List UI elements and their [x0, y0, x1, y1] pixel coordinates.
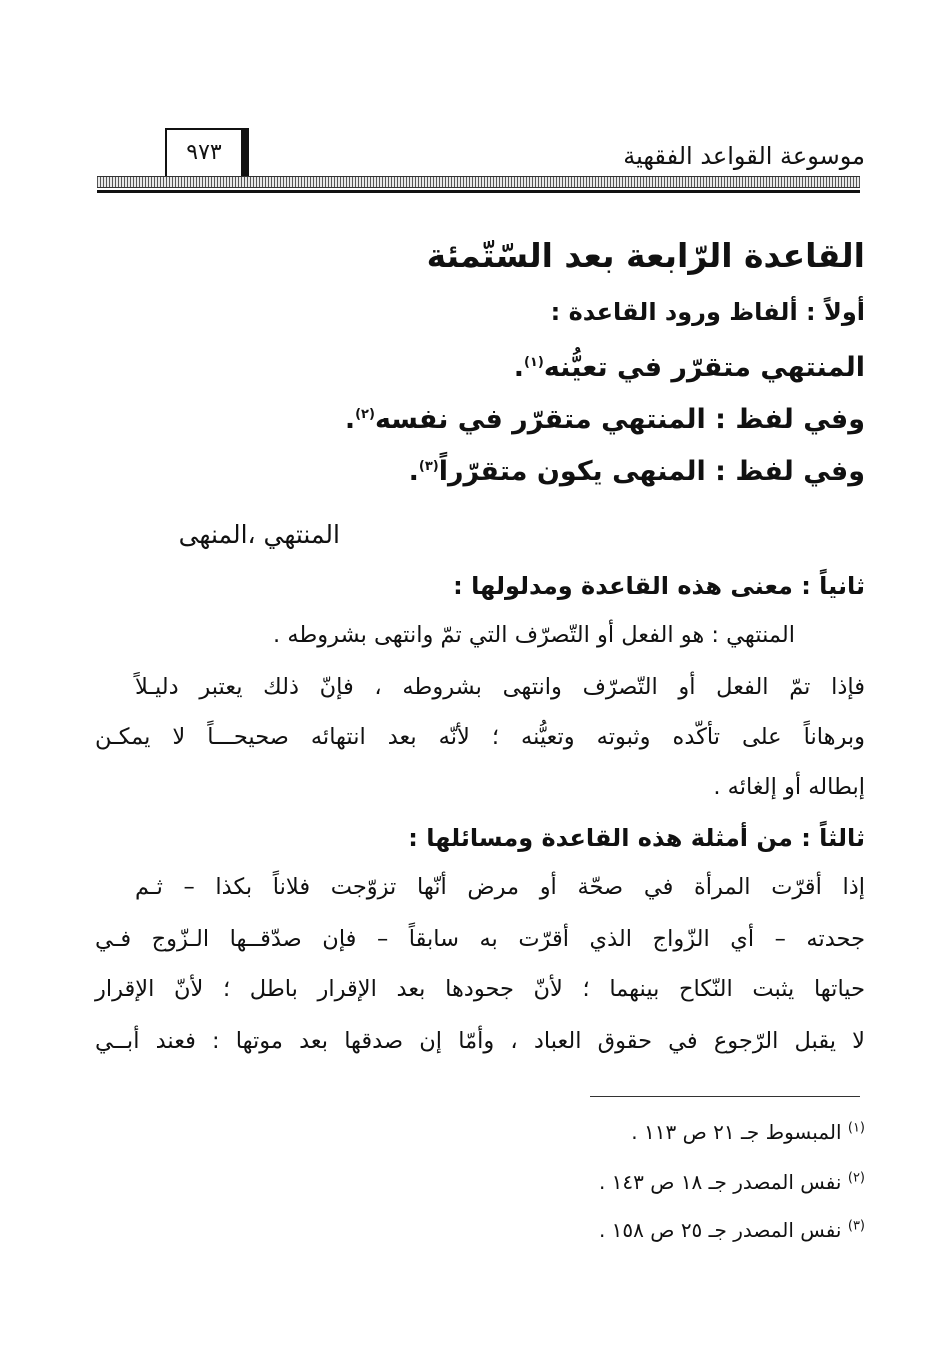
- footnote-2: [599, 1170, 865, 1194]
- rule-heading: القاعدة الرّابعة بعد السّتّمئة: [426, 236, 865, 275]
- meaning-line-3: وبرهاناً على تأكّده وثبوته وتعيُّنه ؛ لأنّه بعد انتهائه صحيحـــاً لا يمكـن: [95, 724, 865, 750]
- examples-line-3: حياتها يثبت النّكاح بينهما ؛ لأنّ جحودها بعد الإقرار باطل ؛ لأنّ الإقرار: [95, 976, 865, 1002]
- footnote-number-2: (٢): [847, 1170, 865, 1186]
- line-period-2: .: [344, 404, 356, 435]
- footnote-text-1: المبسوط جـ ٢١ ص ١١٣ .: [631, 1120, 842, 1144]
- footnote-ref-3: (٣): [418, 459, 439, 474]
- page-number-box: [165, 128, 243, 178]
- footnote-ref-1: (١): [523, 355, 544, 370]
- meaning-line-4: إبطاله أو إلغائه .: [713, 774, 865, 800]
- header-hatched-rule: [97, 176, 860, 188]
- line-period-3: .: [408, 456, 419, 487]
- page-number: ٩٧٣: [186, 140, 222, 165]
- rule-wording-text-2: وفي لفظ : المنتهي متقرّر في نفسه: [374, 404, 865, 435]
- meaning-line-2: فإذا تمّ الفعل أو التّصرّف وانتهى بشروطه ، فإنّ ذلك يعتبر دليـلاً: [135, 674, 865, 700]
- footnote-text-3: نفس المصدر جـ ٢٥ ص ١٥٨ .: [598, 1218, 842, 1242]
- footnote-separator: [590, 1096, 860, 1097]
- line-period-1: .: [513, 352, 524, 383]
- meaning-line-1: المنتهي : هو الفعل أو التّصرّف التي تمّ وانتهى بشروطه .: [273, 622, 795, 648]
- rule-wording-line-3: [409, 456, 865, 487]
- footnote-3: [599, 1218, 865, 1242]
- rule-wording-text-1: المنتهي متقرّر في تعيُّنه: [543, 352, 865, 383]
- examples-line-1: إذا أقرّت المرأة في صحّة أو مرض أنّها تزوّجت فلاناً بكذا – ثـم: [135, 874, 865, 900]
- rule-wording-line-1: [514, 352, 865, 383]
- footnote-number-3: (٣): [847, 1218, 865, 1234]
- section-title-wording: أولاً : ألفاظ ورود القاعدة :: [550, 298, 865, 326]
- footnote-ref-2: (٢): [355, 407, 375, 422]
- rule-wording-text-3: وفي لفظ : المنهى يكون متقرّراً: [438, 456, 865, 487]
- header-solid-rule: [97, 190, 860, 193]
- running-header-title: موسوعة القواعد الفقهية: [623, 142, 865, 170]
- footnote-number-1: (١): [847, 1120, 865, 1136]
- footnote-text-2: نفس المصدر جـ ١٨ ص ١٤٣ .: [598, 1170, 842, 1194]
- rule-wording-line-2: [345, 404, 865, 435]
- section-title-examples: ثالثاً : من أمثلة هذه القاعدة ومسائلها :: [408, 824, 865, 852]
- handwritten-annotation: المنتهي ،المنهى: [178, 520, 340, 549]
- examples-line-2: جحدته – أي الزّواج الذي أقرّت به سابقاً – فإن صدّقــها الـزّوج فـي: [95, 926, 865, 952]
- section-title-meaning: ثانياً : معنى هذه القاعدة ومدلولها :: [453, 572, 865, 600]
- footnote-1: [631, 1120, 865, 1144]
- examples-line-4: لا يقبل الرّجوع في حقوق العباد ، وأمّا إن صدقها بعد موتها : فعند أبــي: [95, 1028, 865, 1054]
